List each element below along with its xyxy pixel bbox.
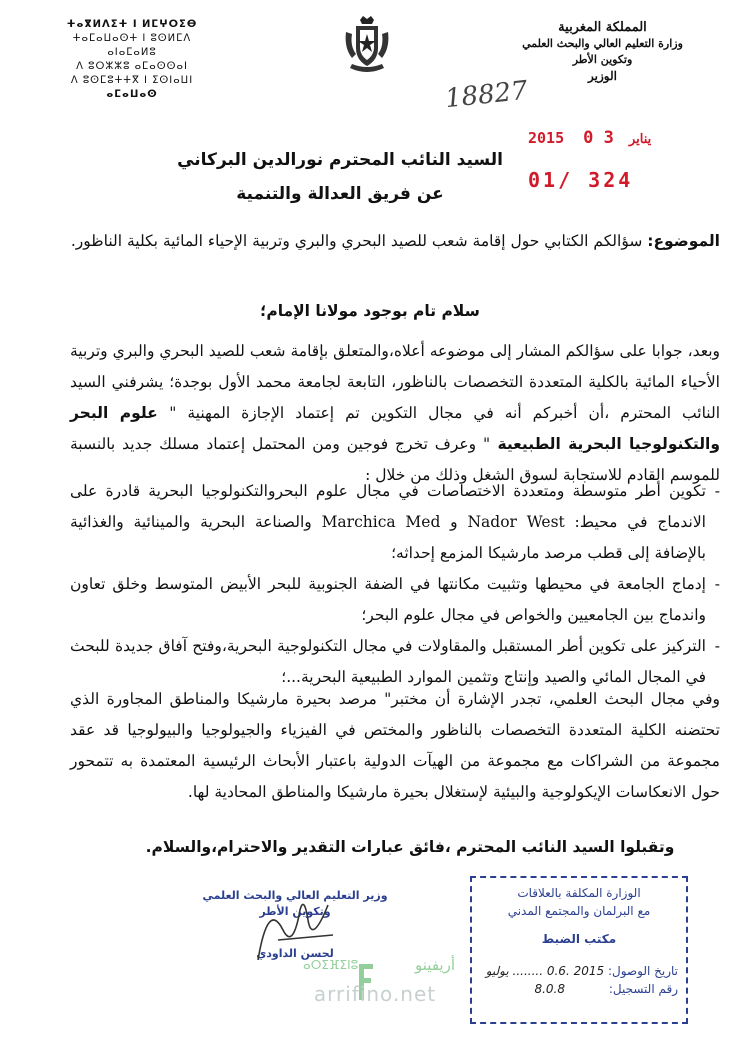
tifinagh-line: ⴰⵎⴰⵡⴰⵙ: [106, 89, 158, 100]
reception-ministry-cont: مع البرلمان والمجتمع المدني: [507, 904, 651, 918]
paragraph-research: وفي مجال البحث العلمي، تجدر الإشارة أن مختبر" مرصد بحيرة مارشيكا والمناطق المجاورة الذي تحتضنه الكلية المتعددة التخصصات بالناظور والمختص في الفيزياء والجيولوجيا والبيولوجيا قد عقد مجموعة من الشراكات مع مجموعة من الهيآت الدولية باعتبار الأبحاث الرئيسية المعتمدة به تتمحور حول الانعكاسات الإيكولوجية والبيئية لإستغلال بحيرة مارشيكا والمناطق المحادية لها.: [70, 690, 720, 801]
watermark-tifinagh: ⴰⵔⵉⴼⵉⵏⵓ: [303, 958, 359, 972]
list-item: - إدماج الجامعة في محيطها وتثبيت مكانتها في الضفة الجنوبية للبحر الأبيض المتوسط وخلق تعاون واندماج بين الجامعيين والخواص في مجال علوم البحر؛: [70, 569, 720, 631]
watermark-arabic: أريفينو: [415, 956, 455, 974]
reception-reg-value: 8.0.8: [534, 982, 566, 996]
stamp-day: 3 0: [583, 128, 614, 148]
degree-name: علوم البحر والتكنولوجيا البحرية الطبيعية: [70, 404, 720, 453]
watermark: [295, 958, 455, 1018]
tifinagh-header: [62, 18, 202, 102]
closing-line: وتقبلوا السيد النائب المحترم ،فائق عبارات التقدير والاحترام،والسلام.: [145, 838, 675, 856]
reception-ministry: الوزارة المكلفة بالعلاقات: [517, 886, 641, 900]
signature-title: وزير التعليم العالي والبحث العلمي: [202, 889, 388, 902]
reception-stamp: [470, 876, 688, 1024]
reception-date-label: تاريخ الوصول:: [607, 964, 678, 978]
reception-reg-label: رقم التسجيل:: [608, 982, 678, 996]
addressee-name: السيد النائب المحترم نورالدين البركاني: [177, 150, 503, 170]
subject-label: الموضوع:: [647, 232, 720, 250]
signature-name: لحسن الداودي: [256, 947, 334, 960]
tifinagh-line: ⴷ ⵓⵙⵎⵓⵜⵜⴳ ⵏ ⵉⵙⵏⴰⵡⵏ: [70, 75, 194, 86]
ministry-name: وزارة التعليم العالي والبحث العلمي: [522, 37, 683, 50]
tifinagh-line: ⴷ ⵓⵔⵣⵣⵓ ⴰⵎⴰⵙⵙⴰⵏ: [76, 61, 188, 72]
kingdom-name: المملكة المغربية: [558, 20, 647, 35]
reception-date-value: 2015 .0.6 ........ يوليو: [485, 964, 605, 978]
salutation: سلام تام بوجود مولانا الإمام؛: [260, 302, 480, 320]
coat-of-arms-icon: [342, 14, 392, 76]
list-item: - تكوين أطر متوسطة ومتعددة الاختصاصات في مجال علوم البحروالتكنولوجيا البحرية قادرة على الاندماج في محيط: Nador West و Marchica Med والصناعة البحرية والمينائية والغذائية بالإضافة إلى قطب مرصد مارشيكا المزمع إحداثه؛: [70, 476, 720, 569]
list-item: - التركيز على تكوين أطر المستقبل والمقاولات في مجال التكنولوجية البحرية،وفتح آفاق جديدة للبحث في المجال المائي والصيد وإنتاج وتثمين الموارد الطبيعية البحرية...؛: [70, 631, 720, 693]
watermark-latin: arrifino.net: [313, 982, 437, 1006]
stamp-year: 2015: [528, 129, 565, 147]
paragraph-training: [70, 336, 720, 491]
stamp-number: 01/ 324: [528, 168, 634, 192]
signature-title-cont: وتكوين الأطر: [259, 905, 331, 918]
paragraph-text-cont: " وعرف تخرج فوجين ومن المحتمل إعتماد مسلك جديد بالنسبة للموسم القادم للاستجابة لسوق الشغل وذلك من خلال :: [70, 435, 720, 484]
subject: [70, 226, 720, 257]
stamp-month: يناير: [628, 132, 652, 147]
reception-date-row: [480, 962, 678, 980]
bullet-list: [70, 476, 720, 693]
handwritten-reference: 18827: [443, 75, 530, 115]
tifinagh-line: ⵜⴰⵎⴰⵡⴰⵙⵜ ⵏ ⵓⵙⵍⵎⴷ ⴰⵏⴰⵎⴰⵍⵓ: [72, 33, 192, 58]
reception-reg-row: [480, 980, 678, 998]
minister-title: الوزير: [588, 69, 617, 83]
arabic-header: [500, 20, 705, 84]
reception-office: مكتب الضبط: [541, 932, 617, 946]
paragraph-text: وبعد، جوابا على سؤالكم المشار إلى موضوعه أعلاه،والمتعلق بإقامة شعب للصيد البحري والبري وتربية الأحياء المائية بالكلية المتعددة التخصصات بالناظور، التابعة لجامعة محمد الأول بوجدة؛ يشرفني السيد النائب المحترم ،أن أخبركم أنه في مجال التكوين تم إعتماد الإجازة المهنية ": [70, 342, 720, 422]
ministry-name-cont: وتكوين الأطر: [572, 53, 633, 66]
addressee-group: عن فريق العدالة والتنمية: [236, 184, 444, 204]
tifinagh-line: ⵜⴰⴳⵍⴷⵉⵜ ⵏ ⵍⵎⵖⵔⵉⴱ: [66, 19, 198, 30]
date-number-stamp: [528, 124, 678, 194]
subject-text: سؤالكم الكتابي حول إقامة شعب للصيد البحري والبري وتربية الإحياء المائية بكلية الناظور.: [70, 232, 643, 250]
